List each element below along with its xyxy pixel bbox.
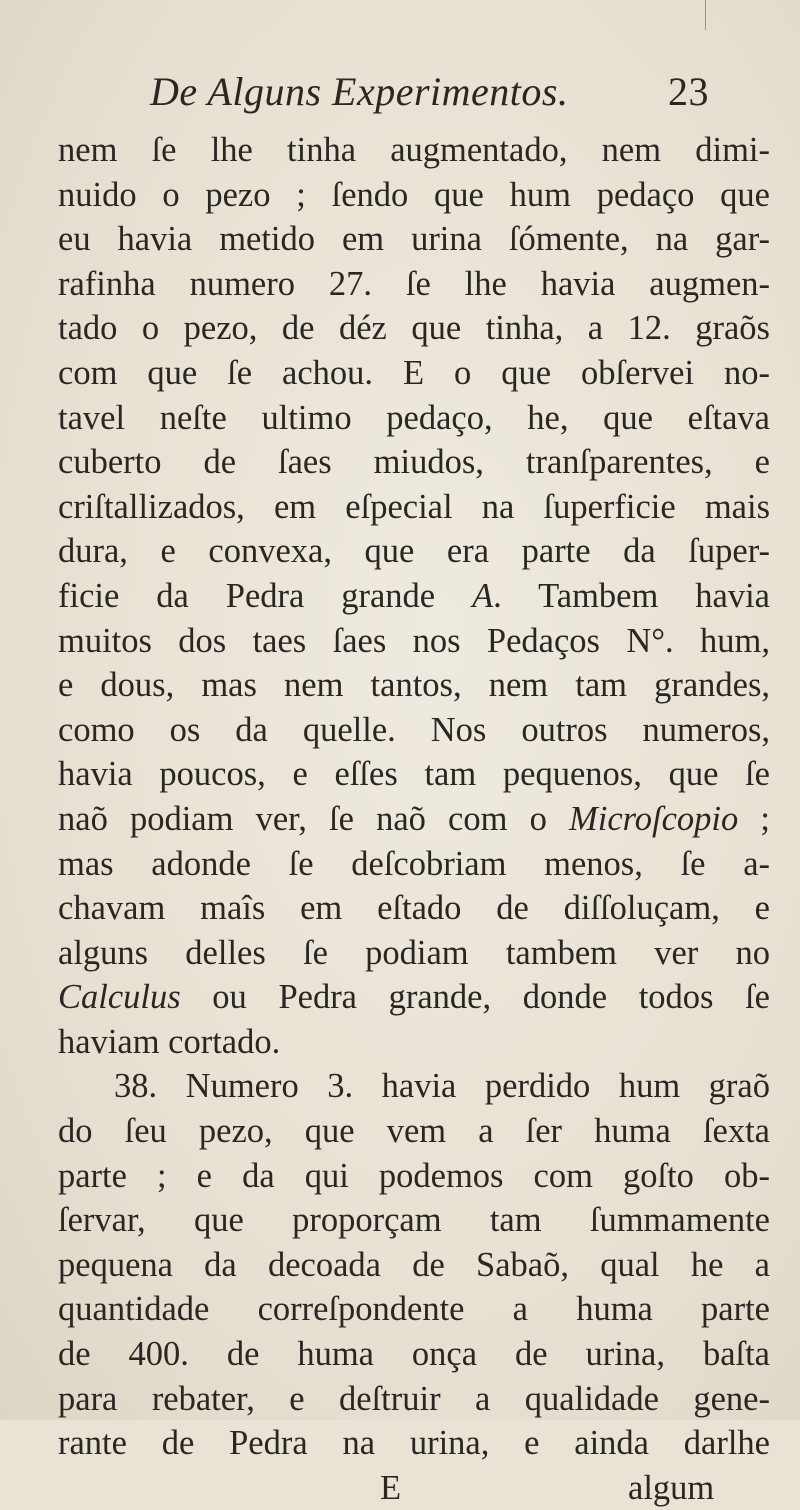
text-line-paragraph-end: haviam cortado. — [58, 1022, 281, 1061]
text-line: eu havia metido em urina ſómente, na gar- — [58, 220, 770, 259]
text-line: nem ſe lhe tinha augmentado, nem dimi- — [58, 131, 770, 169]
page-edge-mark — [705, 0, 706, 30]
text-line: havia poucos, e eſſes tam pequenos, que ſe — [58, 755, 770, 794]
text-line: ficie da Pedra grande A. Tambem havia — [58, 576, 770, 615]
text-line: pequena da decoada de Sabaõ, qual he a — [58, 1245, 770, 1284]
text-line: chavam maîs em eſtado de diſſoluçam, e — [58, 889, 770, 928]
text-line: rante de Pedra na urina, e ainda darlhe — [58, 1424, 770, 1463]
catchword: algum — [628, 1468, 715, 1507]
text-line: parte ; e da qui podemos com goſto ob- — [58, 1156, 770, 1195]
text-line: quantidade correſpondente a huma parte — [58, 1290, 770, 1329]
text-line: rafinha numero 27. ſe lhe havia augmen- — [58, 264, 770, 303]
text-line: cuberto de ſaes miudos, tranſparentes, e — [58, 443, 770, 482]
running-head-title: De Alguns Experimentos. — [150, 69, 569, 114]
text-line: para rebater, e deſtruir a qualidade gene- — [58, 1379, 770, 1418]
text-line: alguns delles ſe podiam tambem ver no — [58, 933, 770, 972]
text-line: do ſeu pezo, que vem a ſer huma ſexta — [58, 1112, 770, 1151]
text-line: tado o pezo, de déz que tinha, a 12. graõs — [58, 309, 770, 348]
catchline — [58, 1466, 770, 1510]
text-line: criſtallizados, em eſpecial na ſuperficie mais — [58, 487, 770, 526]
text-line: dura, e convexa, que era parte da ſuper- — [58, 532, 770, 571]
text-line: muitos dos taes ſaes nos Pedaços N°. hum, — [58, 621, 770, 660]
page-number: 23 — [668, 69, 709, 114]
text-line: mas adonde ſe deſcobriam menos, ſe a- — [58, 844, 770, 883]
text-line: e dous, mas nem tantos, nem tam grandes, — [58, 666, 770, 705]
text-line-paragraph-start: 38. Numero 3. havia perdido hum graõ — [114, 1067, 770, 1106]
text-line: ſervar, que proporçam tam ſummamente — [58, 1201, 770, 1240]
text-line: naõ podiam ver, ſe naõ com o Microſcopio ; — [58, 799, 770, 838]
text-line: com que ſe achou. E o que obſervei no- — [58, 353, 770, 392]
running-head — [150, 68, 770, 120]
signature-mark: E — [380, 1468, 402, 1507]
text-line: de 400. de huma onça de urina, baſta — [58, 1335, 770, 1374]
body-text — [58, 128, 770, 1510]
text-line: Calculus ou Pedra grande, donde todos ſe — [58, 978, 770, 1017]
text-line: nuido o pezo ; ſendo que hum pedaço que — [58, 175, 770, 214]
text-line: como os da quelle. Nos outros numeros, — [58, 710, 770, 749]
text-line: tavel neſte ultimo pedaço, he, que eſtava — [58, 398, 770, 437]
